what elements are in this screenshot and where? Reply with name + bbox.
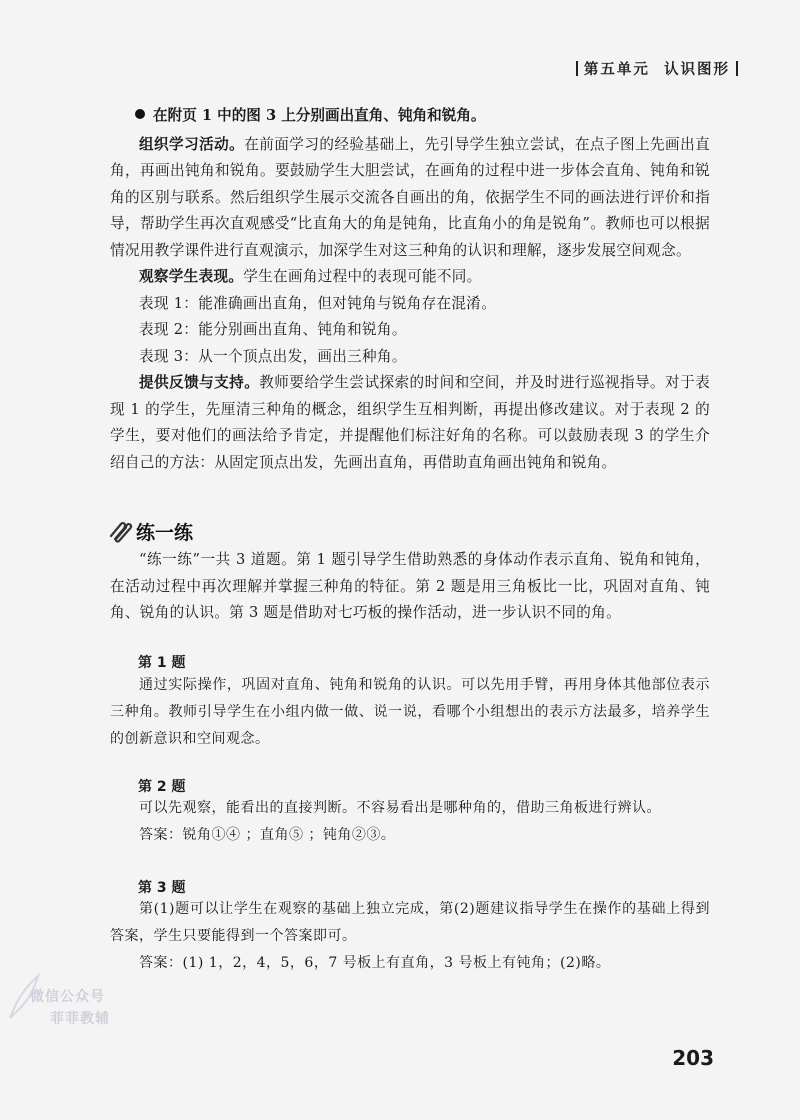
performance-2: 表现 2：能分别画出直角、钝角和锐角。 xyxy=(139,321,407,338)
question-3-answer: 答案：(1) 1，2，4，5，6，7 号板上有直角，3 号板上有钝角；(2)略。 xyxy=(139,955,611,971)
section-title-text: 练一练 xyxy=(136,522,194,544)
lead-feedback: 提供反馈与支持。 xyxy=(139,374,260,391)
bullet-icon xyxy=(135,109,145,119)
header-bar-right xyxy=(736,61,738,76)
teaching-guide-section xyxy=(110,103,710,476)
question-2-title: 第 2 题 xyxy=(138,779,186,795)
text-organize: 在前面学习的经验基础上，先引导学生独立尝试，在点子图上先画出直角，再画出钝角和锐角。要鼓励学生大胆尝试，在画角的过程中进一步体会直角、钝角和锐角的区别与联系。然后组织学生展示交流各自画出的角，依据学生不同的画法进行评价和指导，帮助学生再次直观感受“比直角大的角是钝角，比直角小的角是锐角”。教师也可以根据情况用教学课件进行直观演示，加深学生对这三种角的认识和理解，逐步发展空间观念。 xyxy=(110,135,710,259)
section-title-practice xyxy=(108,518,193,545)
question-1-block xyxy=(110,672,710,753)
watermark-line-1: 微信公众号 xyxy=(30,989,105,1005)
header-unit: 第五单元 xyxy=(583,62,650,78)
page-number: 203 xyxy=(672,1046,714,1070)
question-2-answer: 答案：锐角①④ ；直角⑤ ；钝角②③。 xyxy=(139,827,396,843)
performance-1: 表现 1：能准确画出直角，但对钝角与锐角存在混淆。 xyxy=(139,294,497,312)
practice-intro-text: “练一练”一共 3 道题。第 1 题引导学生借助熟悉的身体动作表示直角、锐角和钝角，在活动过程中再次理解并掌握三种角的特征。第 2 题是用三角板比一比，巩固对直角、钝角、锐角的认识。第 3 题是借助对七巧板的操作活动，进一步认识不同的角。 xyxy=(110,551,710,621)
activity-heading xyxy=(135,103,710,130)
watermark xyxy=(0,968,150,1038)
question-1-text: 通过实际操作，巩固对直角、钝角和锐角的认识。可以先用手臂，再用身体其他部位表示三种角。教师引导学生在小组内做一做、说一说，看哪个小组想出的表示方法最多，培养学生的创新意识和空间观念。 xyxy=(110,677,710,747)
question-3-text: 第(1)题可以让学生在观察的基础上独立完成，第(2)题建议指导学生在操作的基础上得到答案，学生只要能得到一个答案即可。 xyxy=(110,901,710,944)
watermark-line-2: 菲菲教辅 xyxy=(50,1011,110,1027)
header-topic: 认识图形 xyxy=(664,62,730,78)
performance-3: 表现 3：从一个顶点出发，画出三种角。 xyxy=(139,347,407,365)
text-feedback: 教师要给学生尝试探索的时间和空间，并及时进行巡视指导。对于表现 1 的学生，先厘清三种角的概念，组织学生互相判断，再提出修改建议。对于表现 2 的学生，要对他们的画法给予肯定，并提醒他们标注好角的名称。可以鼓励表现 3 的学生介绍自己的方法：从固定顶点出发，先画出直角，再借助直角画出钝角和锐角。 xyxy=(110,374,710,471)
question-2-text: 可以先观察，能看出的直接判断。不容易看出是哪种角的，借助三角板进行辨认。 xyxy=(139,800,661,816)
lead-observe: 观察学生表现。 xyxy=(139,268,244,285)
question-3-title: 第 3 题 xyxy=(138,880,186,896)
question-1-title: 第 1 题 xyxy=(138,655,186,671)
paperclip-icon xyxy=(108,519,134,543)
question-2-block xyxy=(110,795,710,849)
text-observe: 学生在画角过程中的表现可能不同。 xyxy=(243,268,482,285)
paragraph-feedback xyxy=(110,370,710,476)
running-header xyxy=(570,58,744,79)
paragraph-observe xyxy=(110,264,710,291)
lead-organize: 组织学习活动。 xyxy=(139,135,245,153)
practice-intro xyxy=(110,547,710,627)
header-bar-left xyxy=(576,61,578,76)
question-3-block xyxy=(110,896,710,977)
paragraph-organize xyxy=(110,132,710,265)
activity-heading-text: 在附页 1 中的图 3 上分别画出直角、钝角和锐角。 xyxy=(153,107,486,124)
